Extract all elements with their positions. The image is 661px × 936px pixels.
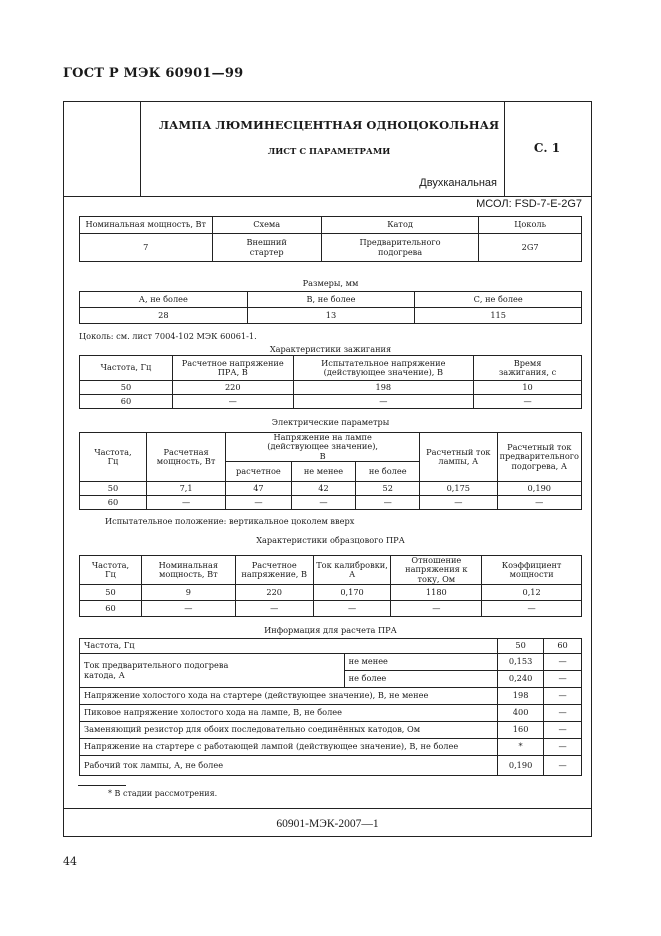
lamp-type-table (79, 216, 582, 262)
header-cell: Цоколь (479, 217, 582, 234)
header-cell: Расчетная мощность, Вт (146, 433, 225, 482)
table-cell: — (544, 671, 582, 688)
sheet-number: С. 1 (533, 141, 561, 155)
table-cell: 60 (80, 395, 173, 409)
table-cell: — (544, 739, 582, 756)
header-divider-left (140, 101, 141, 197)
header-cell: С, не более (415, 292, 582, 308)
header-cell: Номинальная мощность, Вт (141, 556, 235, 585)
header-cell: Схема (212, 217, 321, 234)
table-cell: 0,170 (313, 585, 391, 601)
header-cell: Расчетный ток предварительного подогрева, А (497, 433, 581, 482)
header-cell: Частота, Гц (80, 556, 142, 585)
table-cell: 0,190 (497, 482, 581, 496)
table-cell: — (226, 496, 291, 510)
reference-ballast-table (79, 555, 582, 617)
header-cell: Номинальная мощность, Вт (80, 217, 213, 234)
table-cell: 60 (544, 639, 582, 654)
table-cell: Рабочий ток лампы, А, не более (80, 756, 498, 776)
table-cell: — (544, 756, 582, 776)
table-cell: 28 (80, 308, 248, 324)
table-cell: 9 (141, 585, 235, 601)
footer-code: 60901-МЭК-2007—1 (276, 818, 379, 830)
header-cell: расчетное (226, 462, 291, 482)
header-cell: не более (356, 462, 420, 482)
table-cell: 198 (498, 688, 544, 705)
table-cell: — (474, 395, 582, 409)
table-cell: — (291, 496, 356, 510)
lamp-variant: Двухканальная (419, 177, 497, 189)
table-cell: Внешний стартер (212, 234, 321, 262)
page-number: 44 (63, 855, 77, 868)
header-cell: не менее (291, 462, 356, 482)
table-cell: Пиковое напряжение холостого хода на лампе, В, не более (80, 705, 498, 722)
table-cell: * (498, 739, 544, 756)
table-cell: 115 (415, 308, 582, 324)
table-cell: 0,175 (420, 482, 497, 496)
table-cell: 198 (293, 381, 473, 395)
ballast-info-table (79, 638, 582, 776)
table-cell: не менее (344, 654, 498, 671)
dimensions-caption: Размеры, мм (302, 278, 359, 288)
table-cell: 220 (172, 381, 293, 395)
table-cell: 7 (80, 234, 213, 262)
electrical-caption: Электрические параметры (271, 417, 390, 427)
table-cell: — (544, 688, 582, 705)
ballast-info-caption: Информация для расчета ПРА (264, 625, 397, 635)
table-cell: Заменяющий резистор для обоих последовательно соединённых катодов, Ом (80, 722, 498, 739)
test-position-note: Испытательное положение: вертикальное цоколем вверх (105, 516, 355, 526)
header-cell: В, не более (247, 292, 415, 308)
table-cell: 50 (80, 482, 147, 496)
sheet-subtitle: ЛИСТ С ПАРАМЕТРАМИ (267, 147, 391, 157)
ignition-caption: Характеристики зажигания (269, 344, 392, 354)
header-cell: Ток калибровки, А (313, 556, 391, 585)
footnote-separator (78, 785, 126, 786)
table-cell: Напряжение холостого хода на стартере (действующее значение), В, не менее (80, 688, 498, 705)
header-cell: Расчетное напряжение ПРА, В (172, 356, 293, 381)
sheet-title: ЛАМПА ЛЮМИНЕСЦЕНТНАЯ ОДНОЦОКОЛЬНАЯ (158, 118, 500, 132)
table-cell: — (420, 496, 497, 510)
table-cell: — (172, 395, 293, 409)
header-cell: Отношение напряжения к току, Ом (391, 556, 482, 585)
electrical-table (79, 432, 582, 510)
header-cell: Напряжение на лампе (действующее значение), В (226, 433, 420, 462)
base-note: Цоколь: см. лист 7004-102 МЭК 60061-1. (79, 331, 257, 341)
header-cell: Испытательное напряжение (действующее значение), В (293, 356, 473, 381)
table-cell: — (497, 496, 581, 510)
table-cell: Частота, Гц (80, 639, 498, 654)
header-cell: Расчетное напряжение, В (235, 556, 313, 585)
header-cell: Расчетный ток лампы, А (420, 433, 497, 482)
table-cell: 13 (247, 308, 415, 324)
header-cell: А, не более (80, 292, 248, 308)
table-cell: 0,153 (498, 654, 544, 671)
table-cell: 10 (474, 381, 582, 395)
table-cell: 42 (291, 482, 356, 496)
table-cell: 50 (80, 585, 142, 601)
table-cell: — (391, 601, 482, 617)
table-cell: 50 (498, 639, 544, 654)
header-cell: Частота, Гц (80, 356, 173, 381)
table-cell: 52 (356, 482, 420, 496)
table-cell: 0,240 (498, 671, 544, 688)
table-cell: — (313, 601, 391, 617)
table-cell: 400 (498, 705, 544, 722)
reference-ballast-caption: Характеристики образцового ПРА (256, 535, 405, 545)
header-bottom-line (63, 196, 592, 197)
table-cell: 60 (80, 496, 147, 510)
table-cell: Напряжение на стартере с работающей лампой (действующее значение), В, не более (80, 739, 498, 756)
table-cell: — (235, 601, 313, 617)
table-cell: 60 (80, 601, 142, 617)
table-cell: 7,1 (146, 482, 225, 496)
header-cell: Время зажигания, с (474, 356, 582, 381)
table-cell: — (544, 654, 582, 671)
table-cell: 0,190 (498, 756, 544, 776)
header-cell: Коэффициент мощности (482, 556, 582, 585)
table-cell: — (544, 722, 582, 739)
table-cell: — (482, 601, 582, 617)
table-cell: — (293, 395, 473, 409)
table-cell: 2G7 (479, 234, 582, 262)
table-cell: — (141, 601, 235, 617)
header-cell: Катод (321, 217, 478, 234)
document-id: ГОСТ Р МЭК 60901—99 (63, 66, 244, 81)
table-cell: — (356, 496, 420, 510)
table-cell: 0,12 (482, 585, 582, 601)
table-cell: 160 (498, 722, 544, 739)
footer-top-line (63, 808, 592, 809)
table-cell: — (146, 496, 225, 510)
table-cell: 50 (80, 381, 173, 395)
header-cell: Частота, Гц (80, 433, 147, 482)
table-cell: не более (344, 671, 498, 688)
table-cell: 47 (226, 482, 291, 496)
footnote: * В стадии рассмотрения. (108, 789, 218, 798)
table-cell: Ток предварительного подогрева катода, А (80, 654, 345, 688)
table-cell: 220 (235, 585, 313, 601)
dimensions-table (79, 291, 582, 324)
ignition-table (79, 355, 582, 409)
table-cell: — (544, 705, 582, 722)
table-cell: Предварительного подогрева (321, 234, 478, 262)
table-cell: 1180 (391, 585, 482, 601)
mcol-code: МСОЛ: FSD-7-E-2G7 (476, 198, 582, 210)
